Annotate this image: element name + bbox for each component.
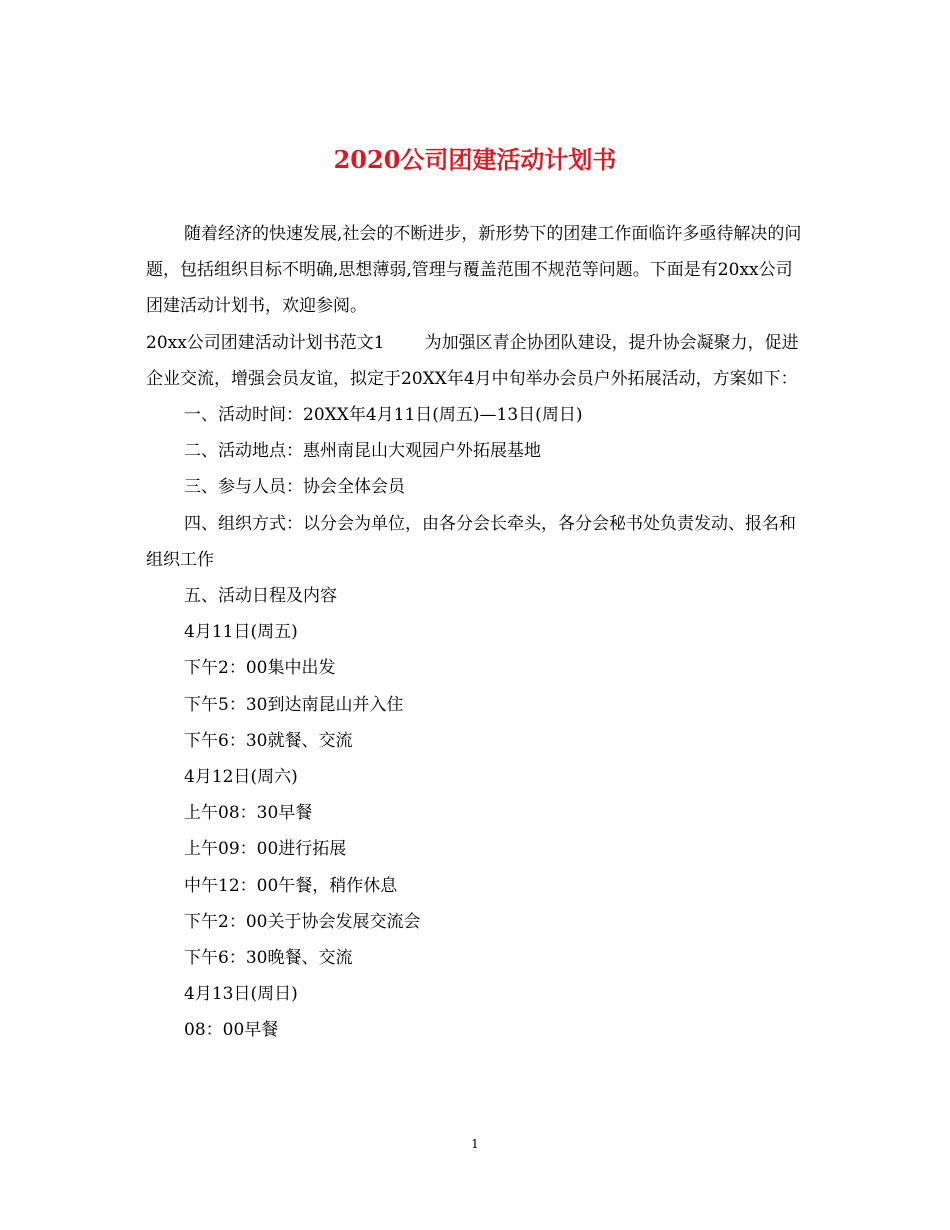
page-number: 1: [471, 1137, 479, 1151]
document-body: [146, 216, 806, 1049]
schedule-line: 上午09：00进行拓展: [184, 839, 347, 860]
schedule-line: 下午5：30到达南昆山并入住: [184, 694, 404, 715]
schedule-day-1: 4月11日(周五): [184, 622, 298, 643]
document-title: 2020公司团建活动计划书: [333, 145, 617, 174]
schedule-line: 下午2：00关于协会发展交流会: [184, 911, 421, 932]
section-paragraph: [146, 325, 806, 397]
schedule-line: 中午12：00午餐，稍作休息: [184, 875, 398, 896]
schedule-line: 下午6：30就餐、交流: [184, 730, 353, 751]
item-organization: 四、组织方式：以分会为单位，由各分会长牵头，各分会秘书处负责发动、报名和组织工作: [146, 513, 796, 570]
schedule-day-3: 4月13日(周日): [184, 984, 298, 1005]
schedule-line: 下午6：30晚餐、交流: [184, 948, 353, 969]
section-text: 为加强区青企协团队建设，提升协会凝聚力，促进企业交流，增强会员友谊，拟定于20XX年4月中旬举办会员户外拓展活动，方案如下：: [146, 332, 799, 389]
item-location: 二、活动地点：惠州南昆山大观园户外拓展基地: [184, 441, 541, 462]
item-time: 一、活动时间：20XX年4月11日(周五)—13日(周日): [184, 405, 583, 426]
section-title: 20xx公司团建活动计划书范文1: [146, 332, 385, 353]
schedule-heading: 五、活动日程及内容: [184, 586, 337, 607]
schedule-line: 下午2：00集中出发: [184, 658, 336, 679]
schedule-line: 上午08：30早餐: [184, 803, 313, 824]
schedule-line: 08：00早餐: [184, 1020, 279, 1041]
schedule-day-2: 4月12日(周六): [184, 767, 298, 788]
intro-paragraph: 随着经济的快速发展,社会的不断进步，新形势下的团建工作面临许多亟待解决的问题，包括组织目标不明确,思想薄弱,管理与覆盖范围不规范等问题。下面是有20xx公司团建活动计划书，欢迎参阅。: [146, 224, 802, 317]
item-participants: 三、参与人员：协会全体会员: [184, 477, 405, 498]
